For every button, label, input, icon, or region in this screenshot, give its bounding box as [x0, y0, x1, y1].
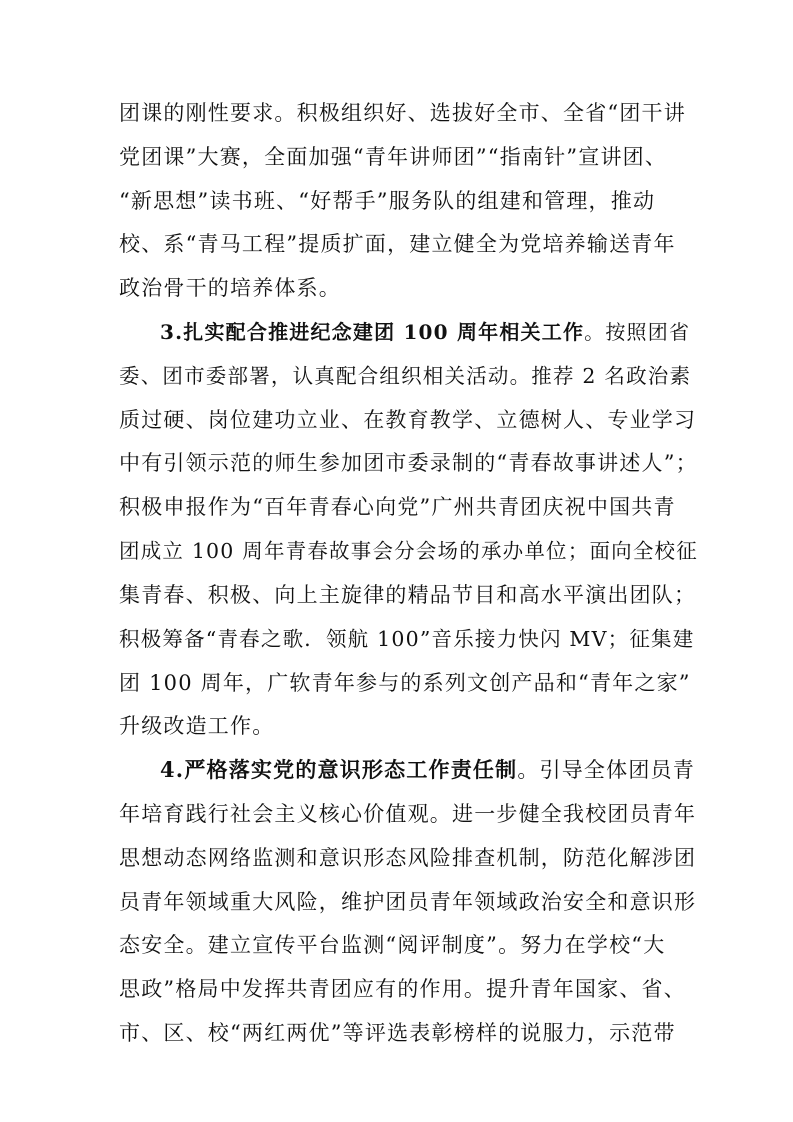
body-text-line: 思想动态网络监测和意识形态风险排查机制，防范化解涉团 [119, 846, 697, 870]
section-3-heading: 3.扎实配合推进纪念建团 100 周年相关工作 [160, 320, 585, 344]
section-4-first-line [160, 747, 695, 793]
section-3-first-line [160, 309, 690, 355]
body-text-line: 市、区、校“两红两优”等评选表彰榜样的说服力，示范带 [119, 1021, 676, 1045]
body-text-line: 质过硬、岗位建功立业、在教育教学、立德树人、专业学习 [119, 408, 697, 432]
body-text-line: 委、团市委部署，认真配合组织相关活动。推荐 2 名政治素 [119, 364, 692, 388]
body-text-line: “新思想”读书班、“好帮手”服务队的组建和管理，推动 [119, 189, 656, 213]
body-text-line: 积极筹备“青春之歌．领航 100”音乐接力快闪 MV；征集建 [119, 627, 695, 651]
body-text-line: 积极申报作为“百年青春心向党”广州共青团庆祝中国共青 [119, 495, 676, 519]
body-text-line: 思政”格局中发挥共青团应有的作用。提升青年国家、省、 [119, 977, 686, 1001]
body-text-line: 团课的刚性要求。积极组织好、选拔好全市、全省“团干讲 [119, 101, 686, 125]
body-text-line: 党团课”大赛，全面加强“青年讲师团”“指南针”宣讲团、 [119, 145, 668, 169]
body-text-line: 校、系“青马工程”提质扩面，建立健全为党培养输送青年 [119, 232, 676, 256]
body-text-line: 升级改造工作。 [119, 714, 275, 738]
section-4-first-text: 。引导全体团员青 [517, 758, 695, 782]
body-text-line: 中有引领示范的师生参加团市委录制的“青春故事讲述人”； [119, 451, 698, 475]
body-text-line: 团 100 周年，广软青年参与的系列文创产品和“青年之家” [119, 671, 691, 695]
body-text-line: 团成立 100 周年青春故事会分会场的承办单位；面向全校征 [119, 539, 698, 563]
section-3-first-text: 。按照团省 [584, 320, 691, 344]
body-text-line: 政治骨干的培养体系。 [119, 276, 341, 300]
body-text-line: 员青年领域重大风险，维护团员青年领域政治安全和意识形 [119, 890, 697, 914]
body-text-line: 态安全。建立宣传平台监测“阅评制度”。努力在学校“大 [119, 933, 666, 957]
section-4-heading: 4.严格落实党的意识形态工作责任制 [160, 757, 518, 782]
body-text-line: 集青春、积极、向上主旋律的精品节目和高水平演出团队； [119, 583, 697, 607]
body-text-line: 年培育践行社会主义核心价值观。进一步健全我校团员青年 [119, 802, 697, 826]
